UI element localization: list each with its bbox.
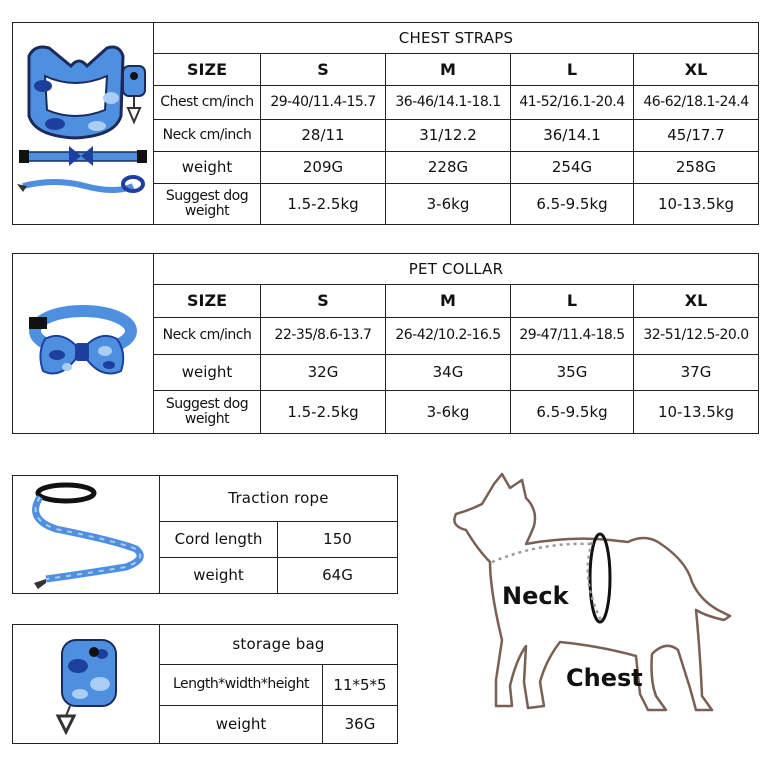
pet-collar-title: PET COLLAR: [154, 254, 759, 285]
cell: 254G: [511, 152, 634, 184]
header-m: M: [386, 54, 511, 86]
cell: 6.5-9.5kg: [511, 184, 634, 225]
row-label: weight: [154, 152, 261, 184]
storage-bag-table: [12, 624, 398, 744]
neck-measure-line: [492, 544, 592, 562]
chest-label: Chest: [566, 664, 643, 692]
harness-set-image: [13, 23, 154, 225]
row-label: Neck cm/inch: [154, 318, 261, 355]
cell: 1.5-2.5kg: [261, 391, 386, 434]
cell: 10-13.5kg: [634, 391, 759, 434]
pet-collar-table: [12, 253, 759, 434]
dog-measurement-diagram: [430, 470, 770, 730]
cell: 3-6kg: [386, 391, 511, 434]
header-xl: XL: [634, 285, 759, 318]
cell: 228G: [386, 152, 511, 184]
chest-straps-table: [12, 22, 759, 225]
header-s: S: [261, 54, 386, 86]
header-l: L: [511, 285, 634, 318]
cell: 258G: [634, 152, 759, 184]
row-label: Neck cm/inch: [154, 120, 261, 152]
cell: 28/11: [261, 120, 386, 152]
cell: 46-62/18.1-24.4: [634, 86, 759, 120]
traction-rope-table: [12, 475, 398, 594]
row-label: weight: [154, 355, 261, 391]
cell: 29-47/11.4-18.5: [511, 318, 634, 355]
cell: 41-52/16.1-20.4: [511, 86, 634, 120]
storage-bag-title: storage bag: [160, 625, 398, 665]
cell: 36-46/14.1-18.1: [386, 86, 511, 120]
row-label: Cord length: [160, 522, 278, 558]
cell: 35G: [511, 355, 634, 391]
neck-label: Neck: [502, 582, 569, 610]
cell: 29-40/11.4-15.7: [261, 86, 386, 120]
cell: 64G: [278, 558, 398, 594]
row-label: weight: [160, 706, 323, 744]
traction-rope-title: Traction rope: [160, 476, 398, 522]
cell: 150: [278, 522, 398, 558]
cell: 3-6kg: [386, 184, 511, 225]
row-label: Suggest dog weight: [154, 184, 261, 225]
cell: 32G: [261, 355, 386, 391]
cell: 1.5-2.5kg: [261, 184, 386, 225]
header-size: SIZE: [154, 54, 261, 86]
header-size: SIZE: [154, 285, 261, 318]
cell: 26-42/10.2-16.5: [386, 318, 511, 355]
chest-strap-ring: [590, 534, 610, 622]
row-label: weight: [160, 558, 278, 594]
chest-straps-title: CHEST STRAPS: [154, 23, 759, 54]
cell: 31/12.2: [386, 120, 511, 152]
row-label: Suggest dog weight: [154, 391, 261, 434]
traction-rope-image: [13, 476, 160, 594]
cell: 45/17.7: [634, 120, 759, 152]
row-label: Chest cm/inch: [154, 86, 261, 120]
header-m: M: [386, 285, 511, 318]
storage-bag-image: [13, 625, 160, 744]
cell: 6.5-9.5kg: [511, 391, 634, 434]
header-xl: XL: [634, 54, 759, 86]
cell: 11*5*5: [323, 665, 398, 706]
cell: 34G: [386, 355, 511, 391]
cell: 36/14.1: [511, 120, 634, 152]
cell: 32-51/12.5-20.0: [634, 318, 759, 355]
cell: 22-35/8.6-13.7: [261, 318, 386, 355]
row-label: Length*width*height: [160, 665, 323, 706]
cell: 209G: [261, 152, 386, 184]
cell: 37G: [634, 355, 759, 391]
cell: 10-13.5kg: [634, 184, 759, 225]
cell: 36G: [323, 706, 398, 744]
header-l: L: [511, 54, 634, 86]
pet-collar-image: [13, 254, 154, 434]
header-s: S: [261, 285, 386, 318]
